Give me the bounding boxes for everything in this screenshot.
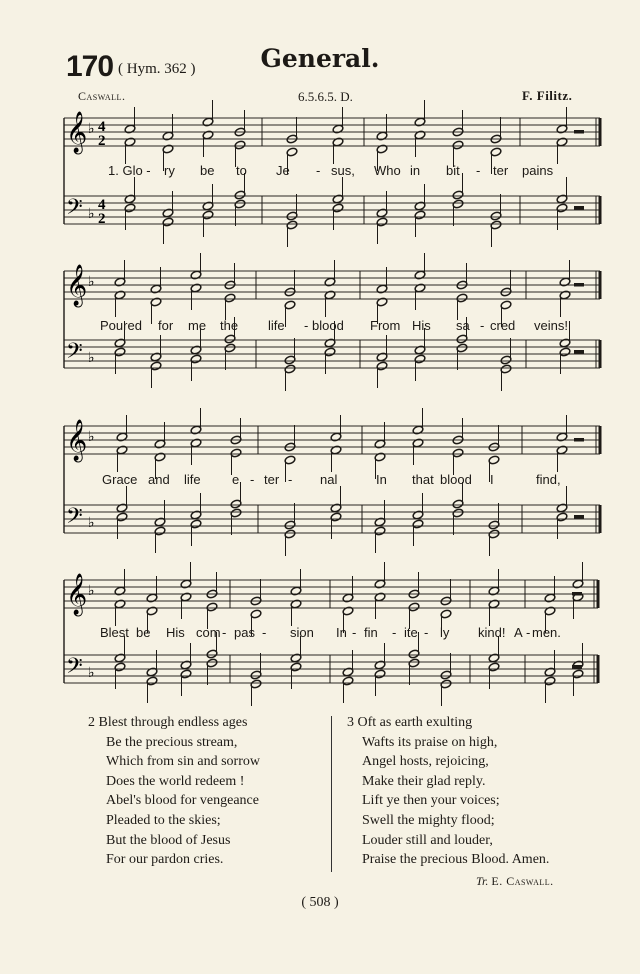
flat-icon: ♭	[88, 515, 95, 531]
lyric-syllable: blood	[440, 472, 472, 487]
verse-line: Louder still and louder,	[362, 832, 493, 848]
lyric-syllable: bit	[446, 163, 460, 178]
flat-icon: ♭	[88, 665, 95, 681]
verse-line: For our pardon cries.	[106, 852, 224, 868]
flat-icon: ♭	[88, 121, 95, 137]
rest-icon	[574, 283, 584, 287]
lyric-syllable: ite	[404, 625, 418, 640]
meter: 6.5.6.5. D.	[298, 89, 353, 104]
time-signature-top: 4	[98, 197, 106, 213]
time-signature-bottom: 2	[98, 133, 106, 149]
time-signature-top: 4	[98, 119, 106, 135]
lyric-syllable: -	[352, 625, 357, 640]
lyric-syllable: me	[188, 318, 207, 333]
bass-clef-icon: 𝄢	[66, 654, 83, 684]
time-signature-bottom: 2	[98, 211, 106, 227]
flat-icon: ♭	[88, 274, 95, 290]
lyric-syllable: His	[166, 625, 185, 640]
lyric-syllable: 1. Glo -	[108, 163, 151, 178]
lyric-syllable: -	[424, 625, 429, 640]
lyric-syllable: -	[304, 318, 309, 333]
lyric-syllable: Poured	[100, 318, 142, 333]
lyric-syllable: Blest	[100, 625, 129, 640]
hymn-number: 170	[66, 50, 114, 83]
lyric-syllable: life	[184, 472, 201, 487]
treble-clef-icon: 𝄞	[66, 574, 88, 615]
verse-line: Make their glad reply.	[362, 773, 486, 789]
lyric-syllable: pas	[234, 625, 255, 640]
lyric-syllable: pains	[522, 163, 554, 178]
verse-line: Which from sin and sorrow	[106, 754, 260, 770]
lyric-syllable: I	[490, 472, 494, 487]
rest-icon	[572, 665, 582, 669]
lyric-syllable: be	[136, 625, 151, 640]
rest-icon	[574, 438, 584, 442]
lyric-syllable: life	[268, 318, 285, 333]
lyric-syllable: com	[196, 625, 221, 640]
lyric-syllable: -	[392, 625, 397, 640]
bass-clef-icon: 𝄢	[66, 195, 83, 225]
lyric-syllable: -	[288, 472, 293, 487]
lyric-syllable: ry	[164, 163, 175, 178]
verse-line: 2 Blest through endless ages	[88, 715, 248, 730]
lyric-syllable: -	[316, 163, 321, 178]
flat-icon: ♭	[88, 350, 95, 366]
section-title: General.	[260, 44, 380, 73]
lyric-syllable: for	[158, 318, 174, 333]
lyric-syllable: blood	[312, 318, 344, 333]
composer: F. Filitz.	[522, 88, 573, 103]
lyric-syllable: be	[200, 163, 215, 178]
verse-divider	[331, 716, 332, 872]
verse-line: Be the precious stream,	[106, 734, 238, 750]
lyric-syllable: nal	[320, 472, 338, 487]
rest-icon	[574, 206, 584, 210]
lyric-syllable: ter	[493, 163, 509, 178]
page-number: ( 508 )	[301, 895, 339, 910]
verse-line: Lift ye then your voices;	[362, 793, 500, 809]
bass-clef-icon: 𝄢	[66, 339, 83, 369]
lyric-syllable: to	[236, 163, 247, 178]
lyric-syllable: men.	[532, 625, 561, 640]
verse-line: Angel hosts, rejoicing,	[362, 754, 489, 770]
verse-line: Abel's blood for vengeance	[106, 793, 259, 809]
hymn-reference: ( Hym. 362 )	[118, 61, 196, 77]
flat-icon: ♭	[88, 429, 95, 445]
translator-prefix: Tr.	[476, 874, 489, 888]
verse-line: Wafts its praise on high,	[362, 734, 498, 750]
lyric-syllable: sa	[456, 318, 470, 333]
lyric-syllable: cred	[490, 318, 516, 333]
lyric-syllable: In	[336, 625, 347, 640]
lyric-syllable: His	[412, 318, 431, 333]
rest-icon	[572, 592, 582, 596]
rest-icon	[574, 515, 584, 519]
lyric-syllable: the	[220, 318, 239, 333]
lyric-syllable: -	[250, 472, 255, 487]
lyric-syllable: that	[412, 472, 434, 487]
lyric-syllable: and	[148, 472, 170, 487]
verse-line: Pleaded to the skies;	[106, 813, 221, 828]
lyric-syllable: ter	[264, 472, 280, 487]
translator-name: E. Caswall.	[491, 874, 554, 888]
lyric-syllable: e	[232, 472, 240, 487]
lyric-syllable: find,	[536, 472, 561, 487]
lyric-syllable: A	[514, 625, 523, 640]
lyric-syllable: veins!	[534, 318, 568, 333]
lyric-syllable: sion	[290, 625, 314, 640]
lyric-syllable: From	[370, 318, 401, 333]
lyric-syllable: ly	[440, 625, 450, 640]
lyric-syllable: -	[222, 625, 227, 640]
lyric-syllable: -	[526, 625, 531, 640]
lyric-syllable: -	[262, 625, 267, 640]
treble-clef-icon: 𝄞	[66, 420, 88, 461]
verse-line: But the blood of Jesus	[106, 832, 231, 848]
lyric-syllable: fin	[364, 625, 378, 640]
flat-icon: ♭	[88, 583, 95, 599]
lyric-syllable: Je	[276, 163, 290, 178]
treble-clef-icon: 𝄞	[66, 265, 88, 306]
lyric-syllable: Who	[374, 163, 401, 178]
lyric-syllable: kind!	[478, 625, 506, 640]
translator-credit	[476, 874, 554, 889]
verse-line: Does the world redeem !	[106, 773, 245, 789]
lyric-syllable: sus,	[331, 163, 355, 178]
verse-line: Praise the precious Blood. Amen.	[362, 852, 550, 868]
tune-name: Caswall.	[78, 89, 126, 103]
lyric-syllable: In	[376, 472, 387, 487]
flat-icon: ♭	[88, 206, 95, 222]
rest-icon	[574, 350, 584, 354]
lyric-syllable: in	[410, 163, 421, 178]
bass-clef-icon: 𝄢	[66, 504, 83, 534]
verse-line: 3 Oft as earth exulting	[347, 715, 473, 730]
verse-line: Swell the mighty flood;	[362, 813, 495, 828]
treble-clef-icon: 𝄞	[66, 112, 88, 153]
lyric-syllable: Grace	[102, 472, 138, 487]
lyric-syllable: -	[480, 318, 485, 333]
rest-icon	[574, 130, 584, 134]
lyric-syllable: -	[476, 163, 481, 178]
